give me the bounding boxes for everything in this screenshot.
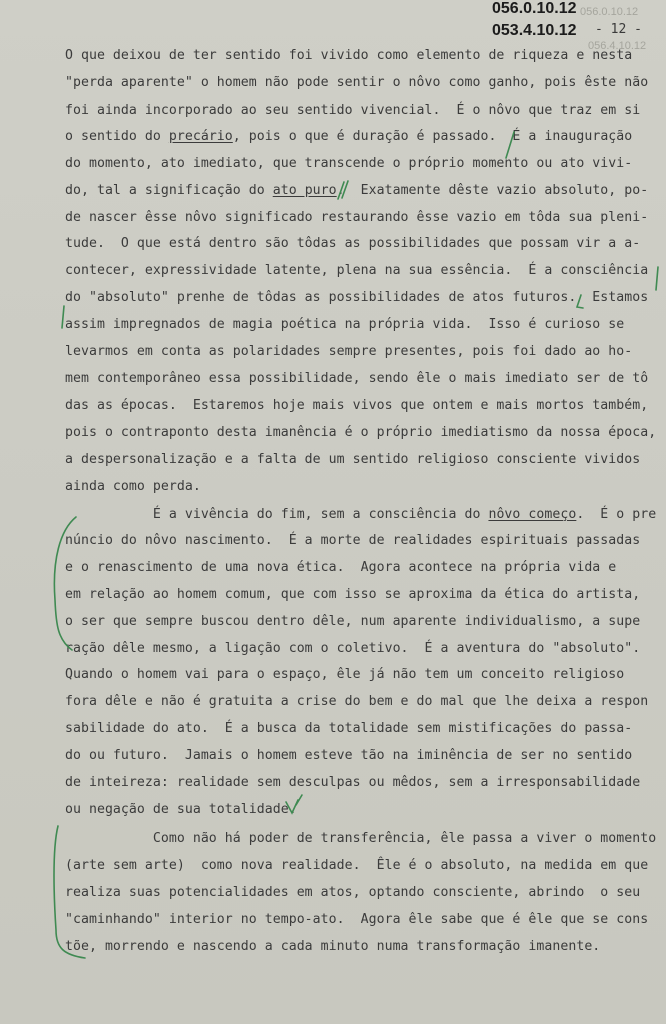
- text-segment: pois o contraponto desta imanência é o próprio imediatismo da nossa época,: [65, 425, 657, 440]
- text-segment: ainda como perda.: [65, 479, 201, 494]
- text-segment: e o renascimento de uma nova ética. Agora acontece na própria vida e: [65, 560, 617, 575]
- text-segment: núncio do nôvo nascimento. É a morte de realidades espirituais passadas: [65, 533, 641, 548]
- text-segment: de nascer êsse nôvo significado restaurando êsse vazio em tôda sua pleni-: [65, 210, 649, 225]
- text-segment: "perda aparente" o homem não pode sentir o nôvo como ganho, pois êste não: [65, 75, 649, 90]
- text-segment: levarmos em conta as polaridades sempre presentes, pois foi dado ao ho-: [65, 344, 633, 359]
- text-segment: fora dêle e não é gratuita a crise do bem e do mal que lhe deixa a respon: [65, 694, 649, 709]
- text-segment: do ou futuro. Jamais o homem esteve tão na iminência de ser no sentido: [65, 748, 633, 763]
- underlined-text: nôvo começo: [488, 507, 577, 522]
- text-segment: Quando o homem vai para o espaço, êle já não tem um conceito religioso: [65, 667, 625, 682]
- left-bracket-paragraph-2: [54, 517, 76, 650]
- bracket-mark: [577, 295, 583, 308]
- check-mark: [286, 795, 302, 813]
- text-segment: (arte sem arte) como nova realidade. Êle é o absoluto, na medida em que: [65, 858, 649, 873]
- double-stroke-mark: [338, 181, 348, 199]
- text-segment: em relação ao homem comum, que com isso se aproxima da ética do artista,: [65, 587, 641, 602]
- text-segment: ração dêle mesmo, a ligação com o coletivo. É a aventura do "absoluto".: [65, 641, 641, 656]
- text-segment: do "absoluto" prenhe de tôdas as possibilidades de atos futuros. Estamos: [65, 290, 649, 305]
- archive-reference-primary: 056.0.10.12: [492, 0, 577, 17]
- text-segment: "caminhando" interior no tempo-ato. Agora êle sabe que é êle que se cons: [65, 912, 649, 927]
- underlined-text: ato puro: [272, 183, 337, 198]
- page-number: - 12 -: [595, 22, 642, 37]
- underlined-text: precário: [168, 129, 233, 144]
- text-segment: . É o pre: [576, 507, 657, 522]
- text-segment: , pois o que é duração é passado. É a inauguração: [232, 129, 633, 144]
- text-segment: É a vivência do fim, sem a consciência do: [65, 507, 489, 522]
- text-segment: assim impregnados de magia poética na própria vida. Isso é curioso se: [65, 317, 625, 332]
- text-segment: . Exatamente dêste vazio absoluto, po-: [336, 183, 649, 198]
- archive-reference-faint-2: 056.4.10.12: [588, 40, 647, 52]
- text-segment: tude. O que está dentro são tôdas as possibilidades que possam vir a a-: [65, 236, 641, 251]
- text-segment: realiza suas potencialidades em atos, optando consciente, abrindo o seu: [65, 885, 641, 900]
- text-segment: das as épocas. Estaremos hoje mais vivos que ontem e mais mortos também,: [65, 398, 649, 413]
- text-segment: do momento, ato imediato, que transcende o próprio momento ou ato vivi-: [65, 156, 633, 171]
- text-segment: tõe, morrendo e nascendo a cada minuto numa transformação imanente.: [65, 939, 601, 954]
- archive-reference-faint-1: 056.0.10.12: [580, 6, 639, 18]
- text-segment: o sentido do: [65, 129, 169, 144]
- text-segment: O que deixou de ter sentido foi vivido como elemento de riqueza e nesta: [65, 48, 633, 63]
- text-segment: contecer, expressividade latente, plena na sua essência. É a consciência: [65, 263, 649, 278]
- text-segment: o ser que sempre buscou dentro dêle, num aparente individualismo, a supe: [65, 614, 641, 629]
- left-bracket-paragraph-3: [54, 826, 85, 958]
- text-segment: de inteireza: realidade sem desculpas ou mêdos, sem a irresponsabilidade: [65, 775, 641, 790]
- text-segment: ou negação de sua totalidade.: [65, 802, 297, 817]
- text-segment: foi ainda incorporado ao seu sentido vivencial. É o nôvo que traz em si: [65, 103, 641, 118]
- left-margin-mark: [62, 306, 64, 328]
- text-segment: sabilidade do ato. É a busca da totalidade sem mistificações do passa-: [65, 721, 633, 736]
- text-segment: Como não há poder de transferência, êle passa a viver o momento: [65, 831, 657, 846]
- text-segment: mem contemporâneo essa possibilidade, sendo êle o mais imediato ser de tô: [65, 371, 649, 386]
- text-segment: do, tal a significação do: [65, 183, 273, 198]
- right-margin-mark: [656, 267, 658, 290]
- margin-stroke-mark: [506, 132, 514, 158]
- archive-reference-secondary: 053.4.10.12: [492, 22, 577, 39]
- text-segment: a despersonalização e a falta de um sentido religioso consciente vividos: [65, 452, 641, 467]
